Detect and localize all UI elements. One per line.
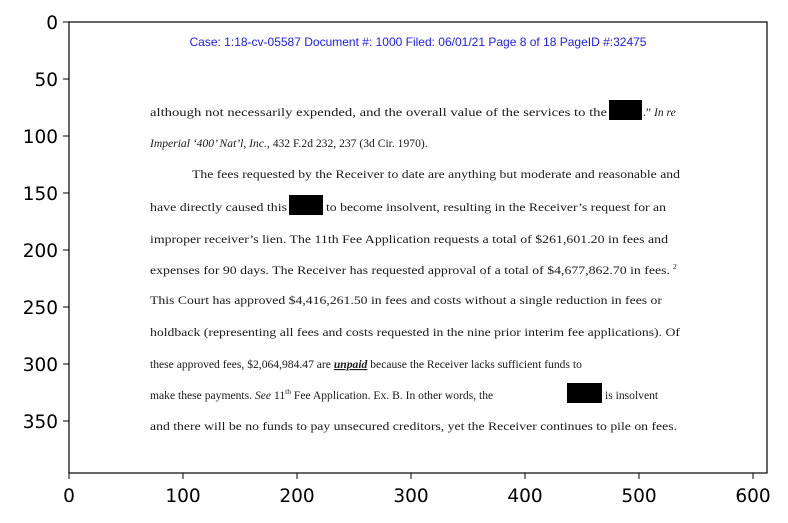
doc-line-2: Imperial ‘400’ Nat’l, Inc., 432 F.2d 232, 237 (3d Cir. 1970). <box>150 137 428 150</box>
doc-line-11: and there will be no funds to pay unsecured creditors, yet the Receiver continues to pile on fees. <box>150 420 678 433</box>
x-tick-label: 400 <box>507 486 543 507</box>
doc-line-7: This Court has approved $4,416,261.50 in fees and costs without a single reduction in fees or <box>150 294 663 307</box>
x-axis <box>69 473 753 479</box>
x-tick-label: 600 <box>735 486 771 507</box>
y-tick-label: 100 <box>22 127 58 148</box>
x-tick-label: 300 <box>393 486 429 507</box>
doc-line-10-tail: is insolvent <box>605 389 659 402</box>
y-tick-label: 200 <box>22 241 58 262</box>
y-axis <box>63 22 69 421</box>
doc-header: Case: 1:18-cv-05587 Document #: 1000 Filed: 06/01/21 Page 8 of 18 PageID #:32475 <box>189 35 647 49</box>
y-tick-label: 300 <box>22 355 58 376</box>
doc-line-5: improper receiver’s lien. The 11th Fee Application requests a total of $261,601.20 in fees and <box>150 233 669 246</box>
y-tick-label: 350 <box>22 412 58 433</box>
x-tick-label: 200 <box>279 486 315 507</box>
y-tick-label: 0 <box>46 13 58 34</box>
doc-line-8: holdback (representing all fees and costs requested in the nine prior interim fee applications). Of <box>150 326 681 339</box>
doc-line-4-tail: to become insolvent, resulting in the Receiver’s request for an <box>326 201 667 214</box>
x-tick-label: 0 <box>63 486 75 507</box>
y-tick-label: 50 <box>34 70 58 91</box>
doc-line-9: these approved fees, $2,064,984.47 are unpaid because the Receiver lacks sufficient funds to <box>150 358 582 371</box>
doc-line-1-tail: .” In re <box>643 106 676 119</box>
image-axes-frame <box>69 22 767 473</box>
doc-line-1: although not necessarily expended, and the overall value of the services to the <box>150 106 607 119</box>
y-tick-label: 250 <box>22 298 58 319</box>
x-tick-label: 100 <box>165 486 201 507</box>
doc-line-6: expenses for 90 days. The Receiver has requested approval of a total of $4,677,862.70 in fees. $^2$ <box>150 262 677 277</box>
doc-line-4: have directly caused this <box>150 201 288 214</box>
y-tick-label: 150 <box>22 184 58 205</box>
doc-line-3: The fees requested by the Receiver to date are anything but moderate and reasonable and <box>192 168 681 181</box>
redaction-box-2 <box>289 195 323 215</box>
x-tick-label: 500 <box>621 486 657 507</box>
doc-line-10: make these payments. See 11th Fee Application. Ex. B. In other words, the <box>150 387 494 402</box>
redaction-box-1 <box>609 100 642 120</box>
redaction-box-3 <box>567 383 602 403</box>
